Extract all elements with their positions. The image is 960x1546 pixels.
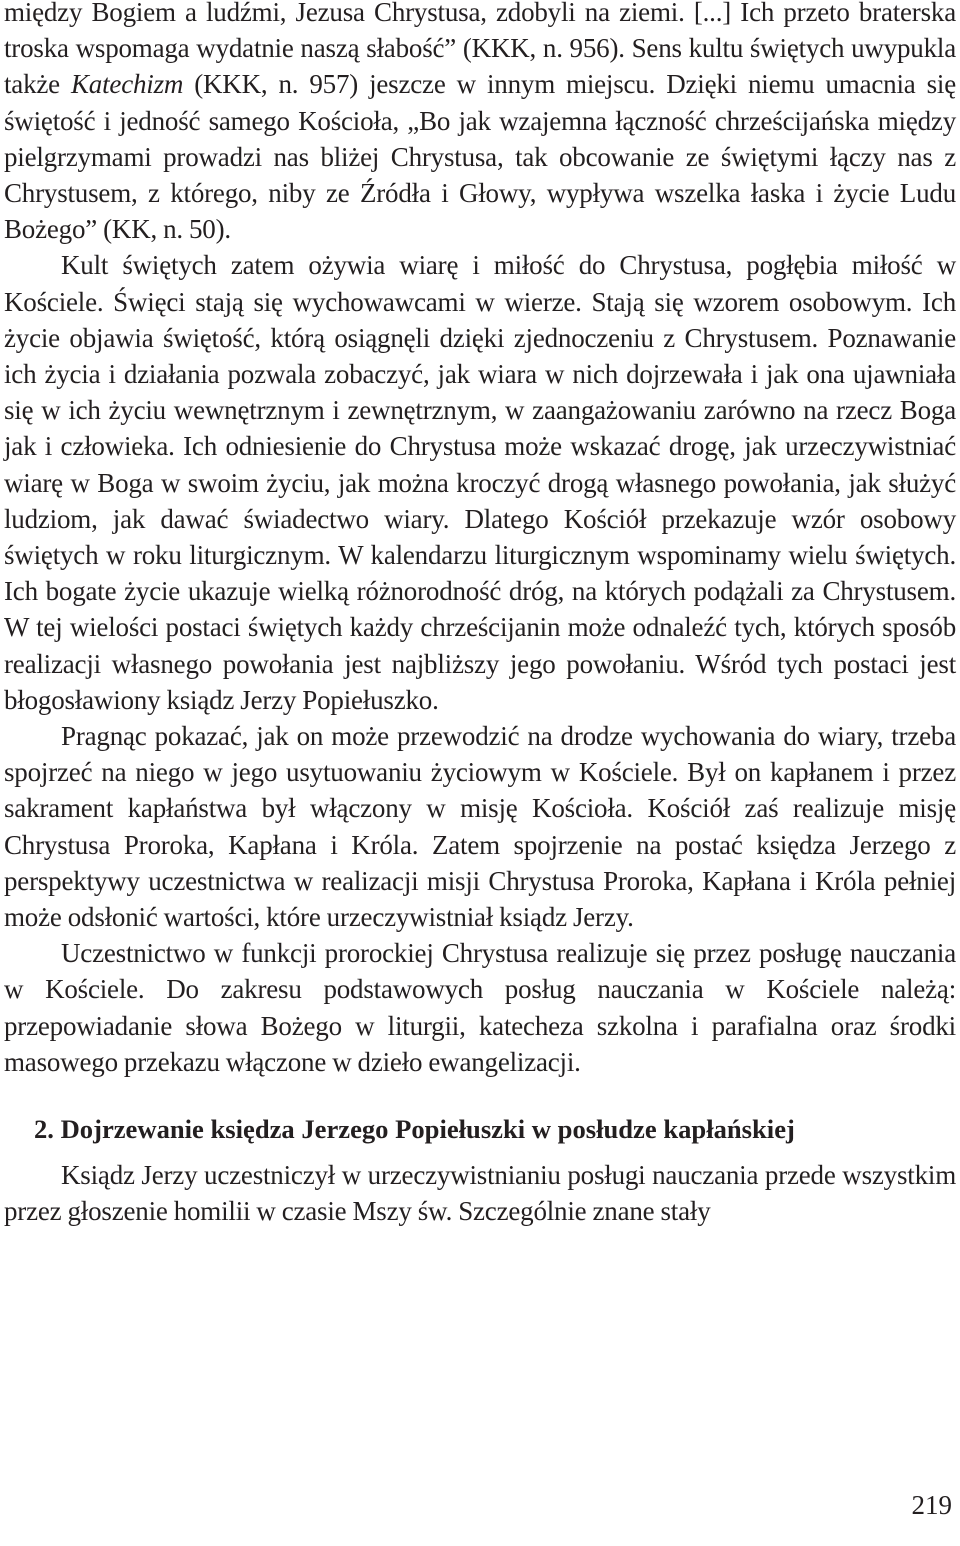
paragraph-4: Uczestnictwo w funkcji prorockiej Chrystusa realizuje się przez posługę nauczania w Kościele. Do zakresu podstawowych posług nauczania w Kościele należą: przepowiadanie słowa Bożego w liturgii, katecheza szkolna i parafialna oraz środki masowego przekazu włączone w dzieło ewangelizacji.: [4, 938, 956, 1077]
section-heading: 2. Dojrzewanie księdza Jerzego Popiełuszki w posłudze kapłańskiej: [34, 1114, 795, 1145]
paragraph-2: Kult świętych zatem ożywia wiarę i miłość do Chrystusa, pogłębia miłość w Kościele. Święci stają się wychowawcami w wierze. Stają się wzorem osobowym. Ich życie objawia świętość, którą osiągnęli dzięki zjednoczeniu z Chrystusem. Poznawanie ich życia i działania pozwala zobaczyć, jak wiara w nich dojrzewała i jak ona ujawniała się w ich życiu wewnętrznym i zewnętrznym, w zaangażowaniu zarówno na rzecz Boga jak i człowieka. Ich odniesienie do Chrystusa może wskazać drogę, jak urzeczywistniać wiarę w Boga w swoim życiu, jak można kroczyć drogą własnego powołania, jak służyć ludziom, jak dawać świadectwo wiary. Dlatego Kościół przekazuje wzór osobowy świętych w roku liturgicznym. W kalendarzu liturgicznym wspominamy wielu świętych. Ich bogate życie ukazuje wielką różnorodność dróg, na których podążali za Chrystusem. W tej wielości postaci świętych każdy chrześcijanin może odnaleźć tych, których sposób realizacji własnego powołania jest najbliższy jego powołaniu. Wśród tych postaci jest błogosławiony ksiądz Jerzy Popiełuszko.: [4, 250, 956, 715]
paragraph-1-part-c: (KKK, n. 957) jeszcze w innym miejscu. Dzięki niemu umacnia się świętość i jedność samego Kościoła, „Bo jak wzajemna łączność chrześcijańska między pielgrzymami prowadzi nas bliżej Chrystusa, tak obcowanie ze świętymi łączy nas z Chrystusem, z którego, niby ze Źródła i Głowy, wypływa wszelka łaska i życie Ludu Bożego” (KK, n. 50).: [4, 69, 956, 245]
page-number: 219: [911, 1490, 952, 1520]
paragraph-5: Ksiądz Jerzy uczestniczył w urzeczywistnianiu posługi nauczania przede wszystkim przez głoszenie homilii w czasie Mszy św. Szczególnie znane stały: [4, 1160, 956, 1227]
paragraph-1: [4, 0, 956, 247]
document-page: [4, 0, 956, 1230]
paragraph-1-part-a: między Bogiem a ludźmi, Jezusa Chrystusa, zdobyli na ziemi. [...] Ich przeto braterska troska wspomaga wydatnie naszą słabość” (KKK, n. 956). Sens kultu świętych uwypukla także: [4, 0, 956, 100]
paragraph-3: Pragnąc pokazać, jak on może przewodzić na drodze wychowania do wiary, trzeba spojrzeć na niego w jego usytuowaniu życiowym w Kościele. Był on kapłanem i przez sakrament kapłaństwa był włączony w misję Kościoła. Kościół zaś realizuje misję Chrystusa Proroka, Kapłana i Króla. Zatem spojrzenie na postać księdza Jerzego z perspektywy uczestnictwa w realizacji misji Chrystusa Proroka, Kapłana i Króla pełniej może odsłonić wartości, które urzeczywistniał ksiądz Jerzy.: [4, 721, 956, 933]
paragraph-1-emphasis: Katechizm: [71, 69, 184, 100]
